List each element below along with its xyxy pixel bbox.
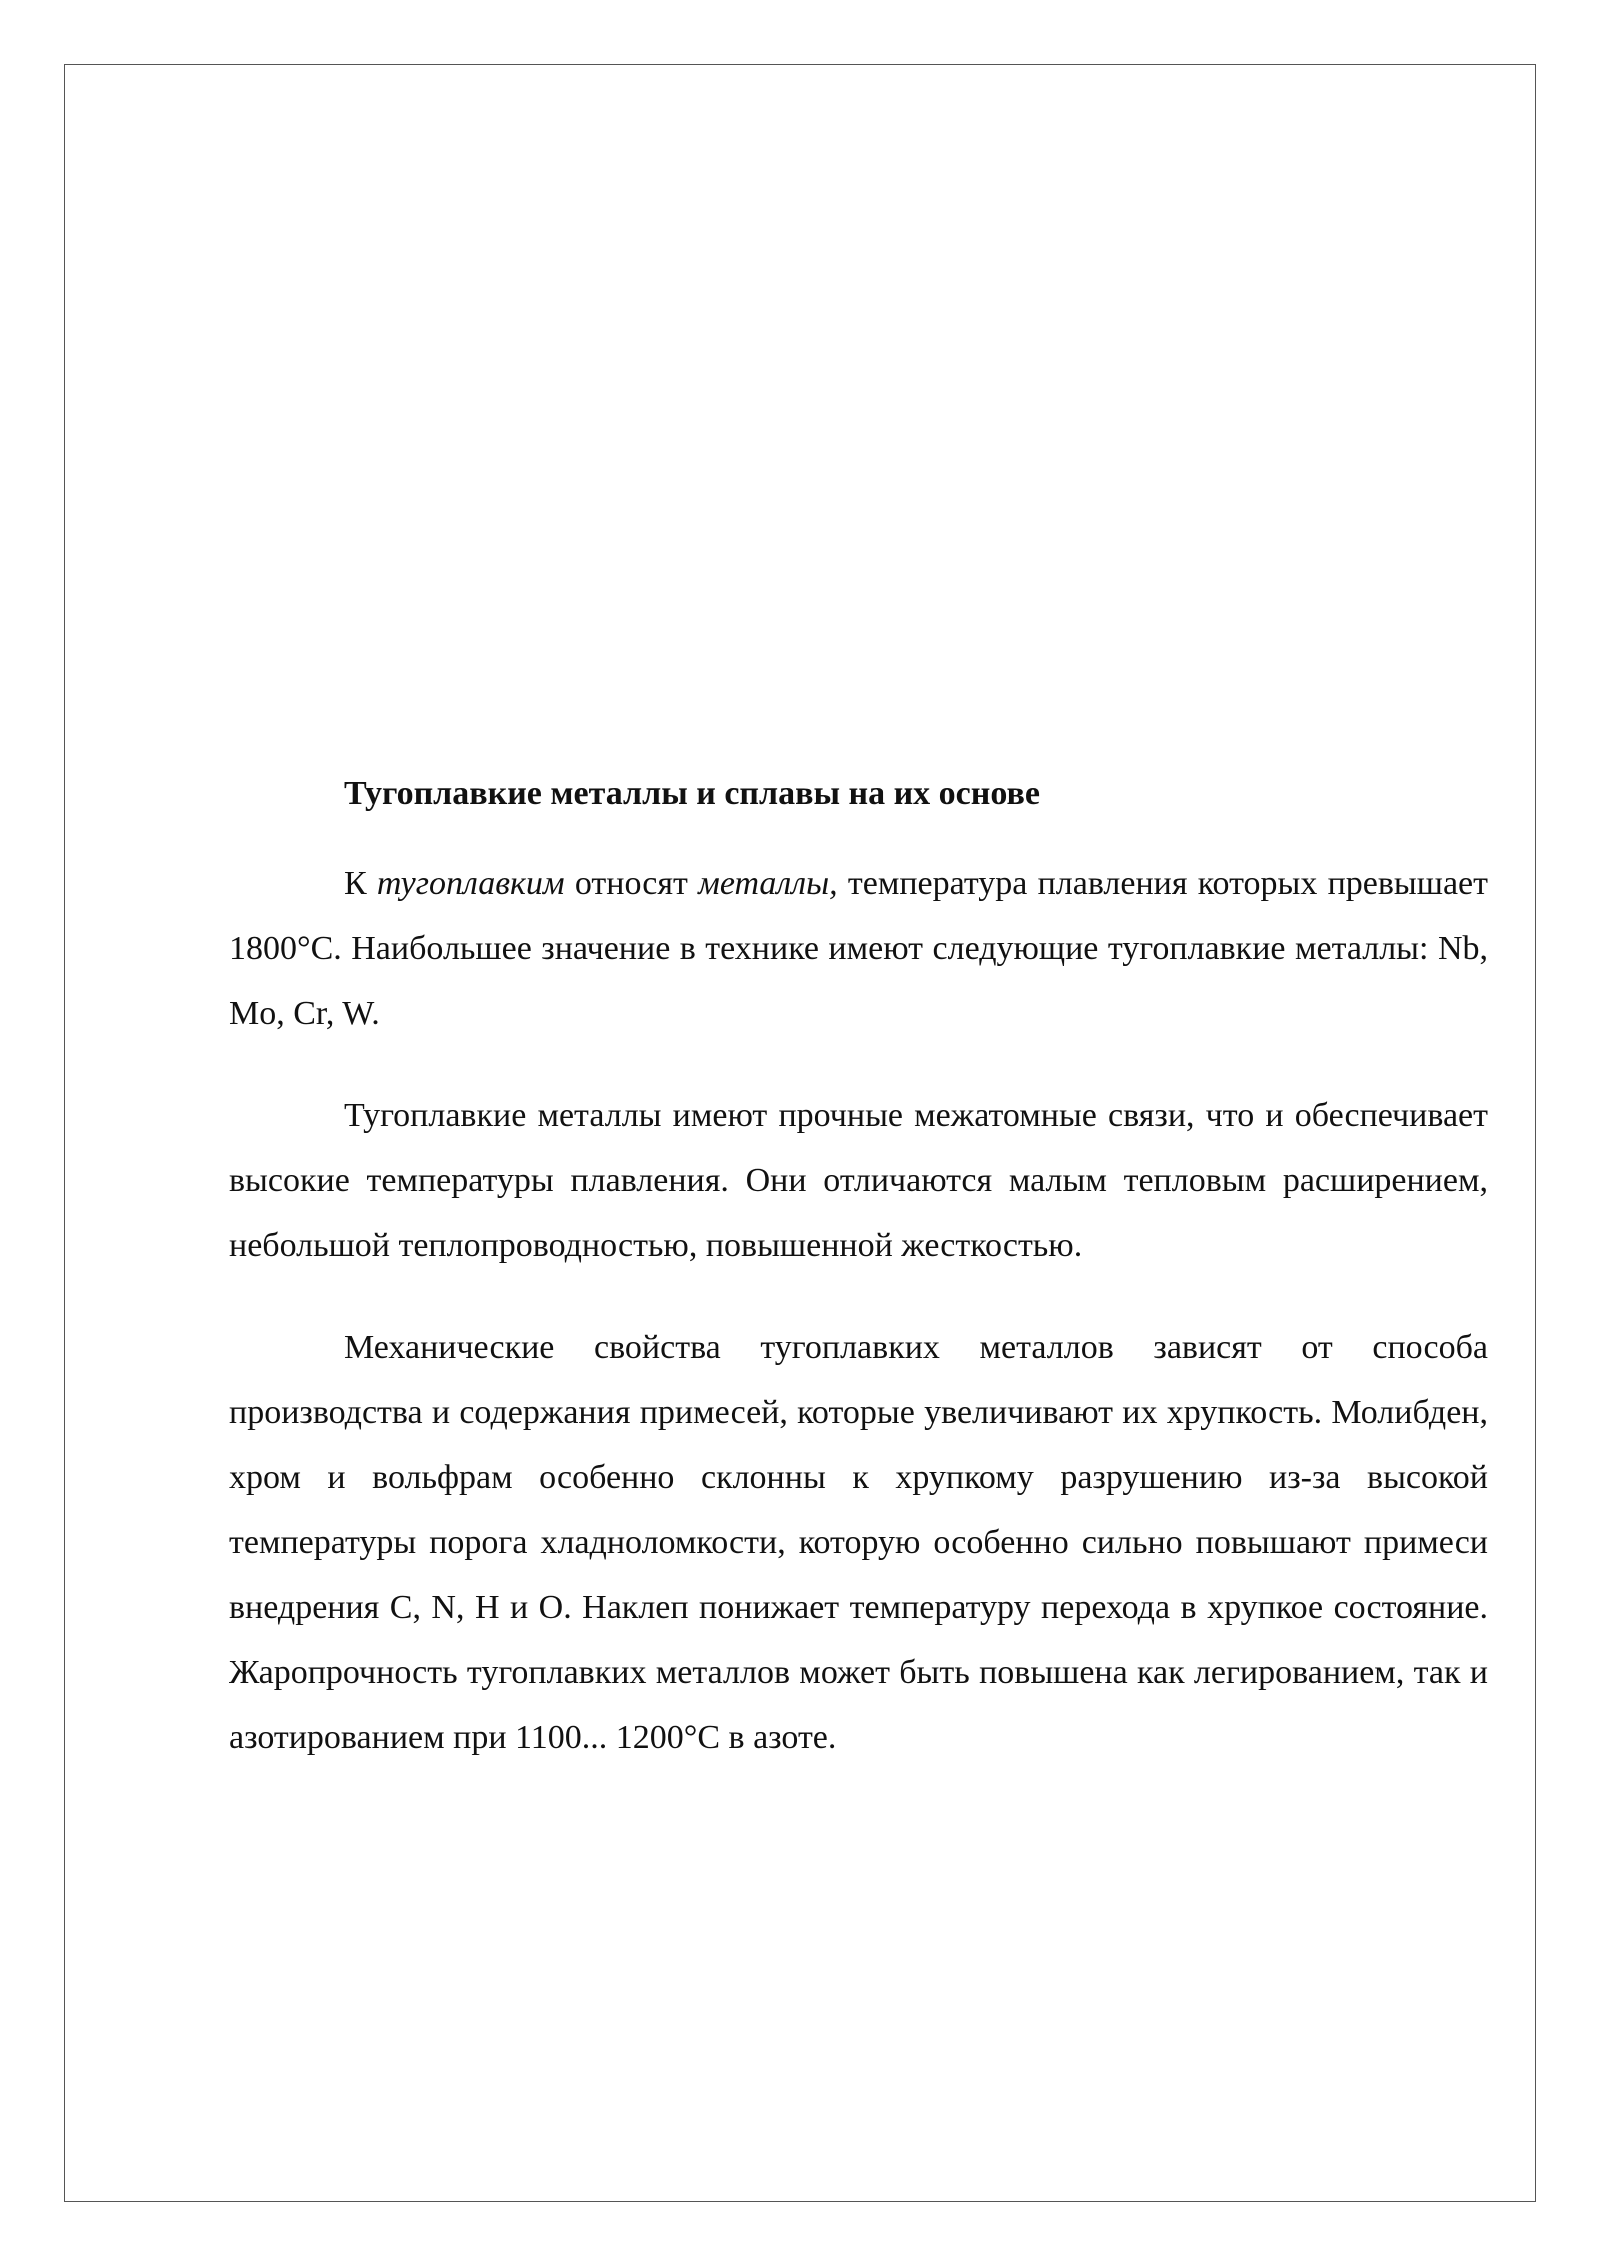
paragraph-2: Тугоплавкие металлы имеют прочные межатомные связи, что и обеспечивает высокие температуры плавления. Они отличаются малым тепловым расширением, небольшой теплопроводностью, повышенной жесткостью.	[229, 1097, 1488, 1264]
document-body	[229, 767, 1488, 1807]
paragraph-1-text-a: К	[344, 865, 377, 902]
paragraph-1-text-b: относят	[564, 865, 699, 902]
paragraph-1-italic-term-b: металлы,	[698, 865, 838, 902]
paragraph-1-text-c: температура плавления которых превышает 1800°C. Наибольшее значение в технике имеют следующие тугоплавкие металлы: Nb, Mo, Cr, W.	[229, 865, 1488, 1032]
paragraph-3: Механические свойства тугоплавких металлов зависят от способа производства и содержания примесей, которые увеличивают их хрупкость. Молибден, хром и вольфрам особенно склонны к хрупкому разрушению из-за высокой температуры порога хладноломкости, которую особенно сильно повышают примеси внедрения C, N, H и O. Наклеп понижает температуру перехода в хрупкое состояние. Жаропрочность тугоплавких металлов может быть повышена как легированием, так и азотированием при 1100... 1200°C в азоте.	[229, 1329, 1488, 1756]
paragraph-1-italic-term-a: тугоплавким	[376, 865, 565, 902]
document-title: Тугоплавкие металлы и сплавы на их основе	[344, 775, 1040, 812]
paragraph-1	[229, 851, 1488, 1046]
